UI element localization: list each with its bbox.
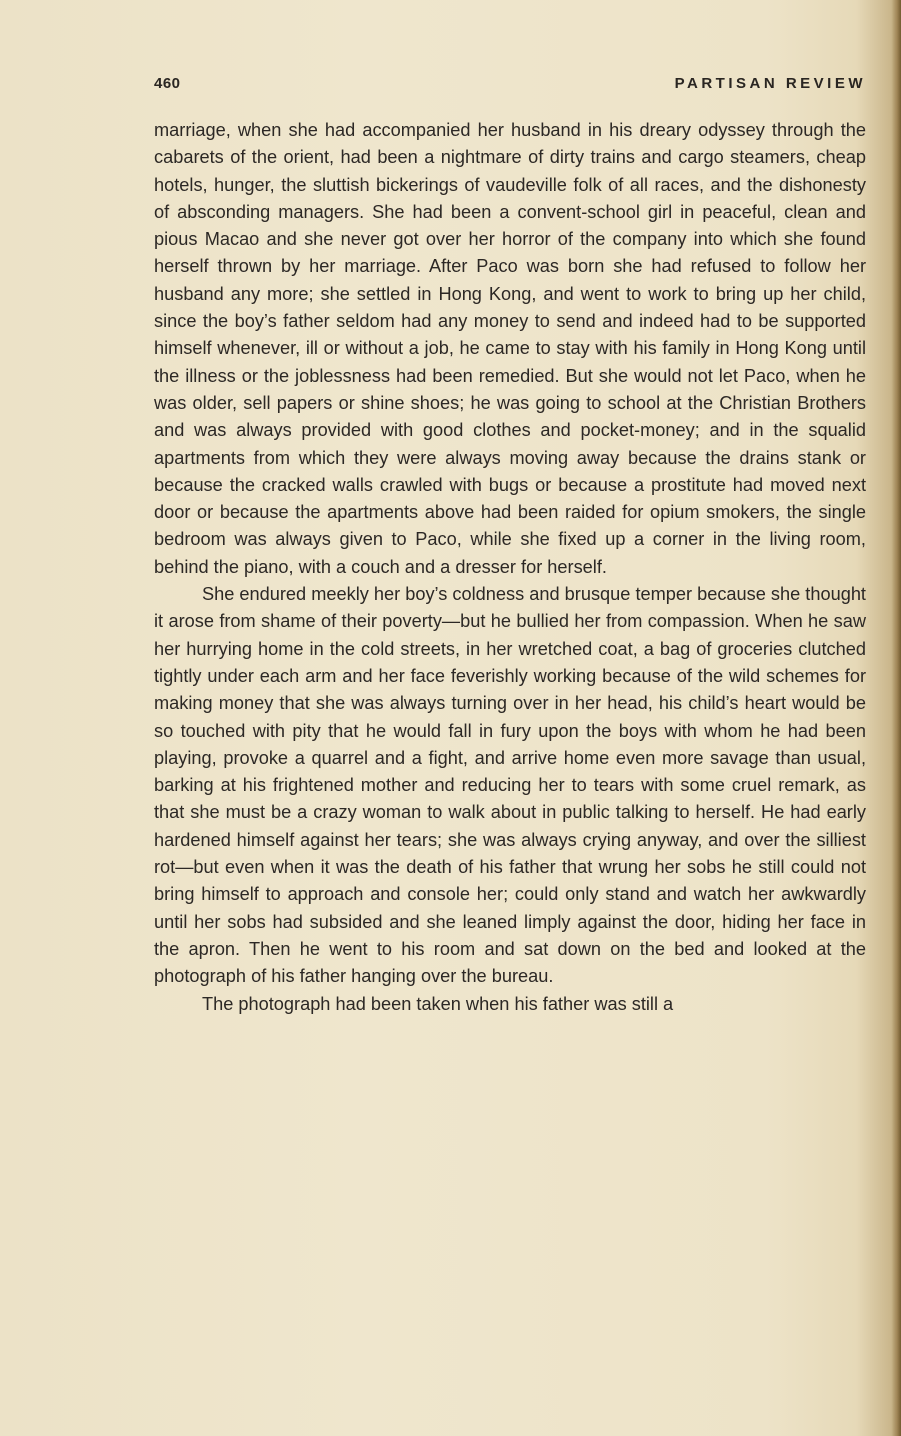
paragraph: She endured meekly her boy’s coldness and brusque temper because she thought it arose from shame of their poverty—but he bullied her from compassion. When he saw her hurrying home in the cold streets, in her wretched coat, a bag of groceries clutched tightly under each arm and her face feverishly working because of the wild schemes for making money that she was always turning over in her head, his child’s heart would be so touched with pity that he would fall in fury upon the boys with whom he had been playing, provoke a quarrel and a fight, and arrive home even more savage than usual, barking at his frightened mother and reducing her to tears with some cruel remark, as that she must be a crazy woman to walk about in public talking to herself. He had early hardened himself against her tears; she was always crying anyway, and over the silliest rot—but even when it was the death of his father that wrung her sobs he still could not bring himself to approach and console her; could only stand and watch her awkwardly until her sobs had subsided and she leaned limply against the door, hiding her face in the apron. Then he went to his room and sat down on the bed and looked at the photograph of his father hanging over the bureau.: [154, 584, 866, 987]
body-text: [154, 117, 866, 1018]
running-head: [154, 75, 866, 99]
page-number: 460: [154, 75, 181, 92]
journal-title: PARTISAN REVIEW: [674, 75, 866, 92]
page-edge-shadow: [891, 0, 901, 1436]
paragraph-continued: marriage, when she had accompanied her husband in his dreary odyssey through the cabarets of the orient, had been a nightmare of dirty trains and cargo steamers, cheap hotels, hunger, the sluttish bickerings of vaudeville folk of all races, and the dishonesty of absconding managers. She had been a convent-school girl in peaceful, clean and pious Macao and she never got over her horror of the company into which she found herself thrown by her marriage. After Paco was born she had refused to follow her husband any more; she settled in Hong Kong, and went to work to bring up her child, since the boy’s father seldom had any money to send and indeed had to be supported himself whenever, ill or without a job, he came to stay with his family in Hong Kong until the illness or the joblessness had been remedied. But she would not let Paco, when he was older, sell papers or shine shoes; he was going to school at the Christian Brothers and was always provided with good clothes and pocket-money; and in the squalid apartments from which they were always moving away because the drains stank or because the cracked walls crawled with bugs or because a prostitute had moved next door or because the apartments above had been raided for opium smokers, the single bedroom was always given to Paco, while she fixed up a corner in the living room, behind the piano, with a couch and a dresser for herself.: [154, 120, 866, 577]
paragraph: The photograph had been taken when his father was still a: [202, 993, 674, 1014]
